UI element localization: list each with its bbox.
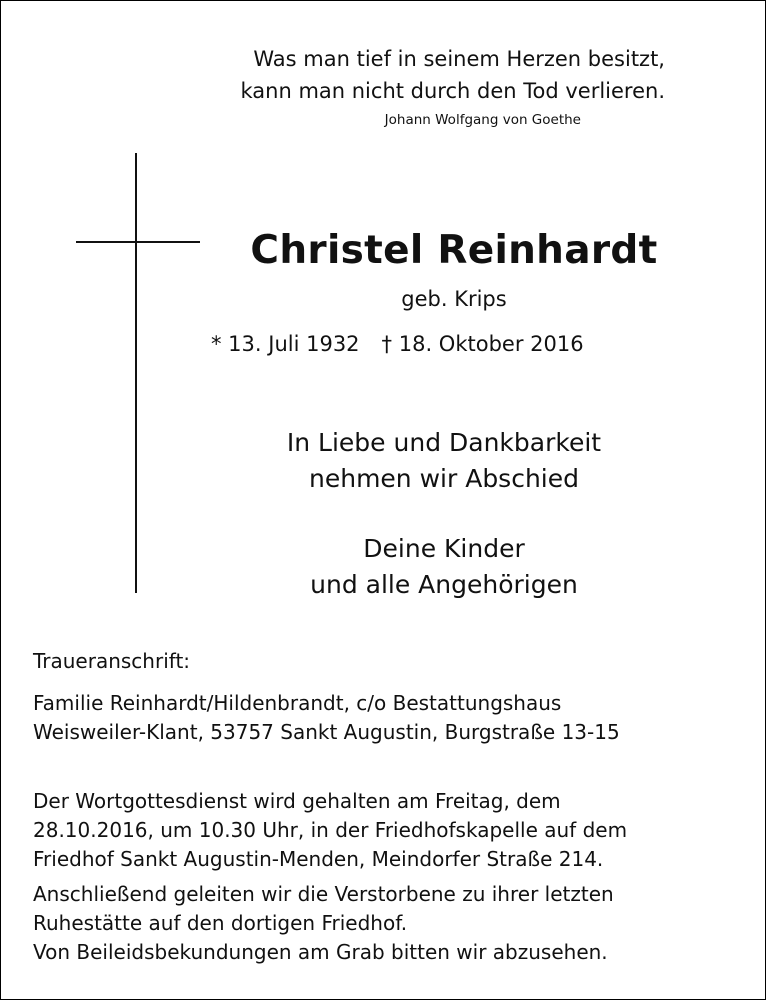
- farewell-line-1: In Liebe und Dankbarkeit: [286, 428, 602, 457]
- mourning-address: [33, 689, 743, 747]
- maiden-name: geb. Krips: [401, 287, 507, 311]
- burial-info: [33, 880, 743, 967]
- burial-line-1: Anschließend geleiten wir die Verstorbene zu ihrer letzten: [33, 882, 614, 906]
- service-line-1: Der Wortgottesdienst wird gehalten am Freitag, dem: [33, 789, 561, 813]
- quote-author: Johann Wolfgang von Goethe: [384, 112, 581, 128]
- mourners-line-2: und alle Angehörigen: [310, 570, 578, 599]
- address-line-1: Familie Reinhardt/Hildenbrandt, c/o Bestattungshaus: [33, 691, 562, 715]
- mourners-text: [181, 531, 707, 603]
- quote-line-1: Was man tief in seinem Herzen besitzt,: [253, 47, 665, 71]
- service-line-2: 28.10.2016, um 10.30 Uhr, in der Friedhofskapelle auf dem: [33, 818, 628, 842]
- farewell-line-2: nehmen wir Abschied: [309, 464, 579, 493]
- cross-icon-vertical: [135, 153, 137, 593]
- goethe-quote: [1, 43, 665, 133]
- address-label-text: Traueranschrift:: [33, 649, 191, 673]
- service-info: [33, 787, 743, 874]
- burial-line-2: Ruhestätte auf den dortigen Friedhof.: [33, 911, 408, 935]
- life-dates: [211, 329, 711, 359]
- farewell-text: [181, 425, 707, 497]
- death-date: † 18. Oktober 2016: [381, 332, 584, 356]
- service-line-3: Friedhof Sankt Augustin-Menden, Meindorfer Straße 214.: [33, 847, 604, 871]
- cross-icon-horizontal: [76, 241, 200, 243]
- quote-line-2: kann man nicht durch den Tod verlieren.: [240, 79, 665, 103]
- birth-date: * 13. Juli 1932: [211, 332, 360, 356]
- deceased-name: Christel Reinhardt: [250, 228, 658, 273]
- burial-line-3: Von Beileidsbekundungen am Grab bitten wir abzusehen.: [33, 940, 608, 964]
- mourners-line-1: Deine Kinder: [363, 534, 525, 563]
- address-label: [33, 647, 743, 676]
- address-line-2: Weisweiler-Klant, 53757 Sankt Augustin, Burgstraße 13-15: [33, 720, 620, 744]
